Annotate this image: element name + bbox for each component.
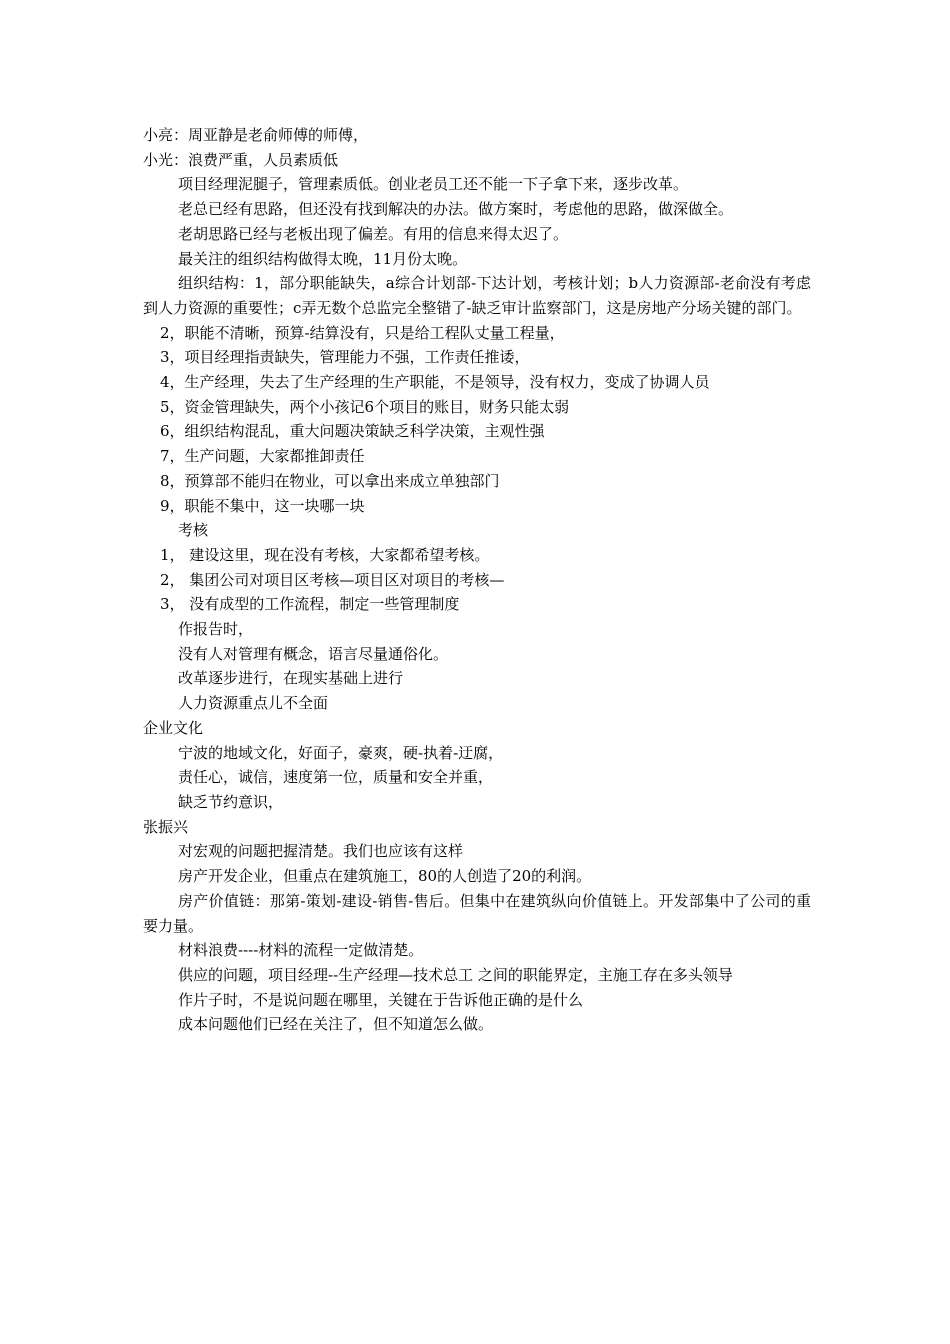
note-line: 作报告时， — [178, 620, 254, 639]
note-line: 责任心，诚信，速度第一位，质量和安全并重， — [178, 768, 494, 787]
list-item: 1， 建设这里，现在没有考核，大家都希望考核。 — [160, 545, 490, 564]
list-item: 6，组织结构混乱，重大问题决策缺乏科学决策，主观性强 — [160, 422, 545, 441]
document-body — [143, 123, 811, 1037]
note-line: 供应的问题，项目经理--生产经理—技术总工 之间的职能界定，主施工存在多头领导 — [178, 965, 733, 984]
note-line: 老胡思路已经与老板出现了偏差。有用的信息来得太迟了。 — [178, 224, 569, 243]
list-item: 9，职能不集中，这一块哪一块 — [160, 496, 365, 515]
note-line: 项目经理泥腿子，管理素质低。创业老员工还不能一下子拿下来，逐步改革。 — [178, 175, 689, 194]
note-line: 作片子时，不是说问题在哪里，关键在于告诉他正确的是什么 — [178, 990, 584, 1009]
note-line: 没有人对管理有概念，语言尽量通俗化。 — [178, 644, 449, 663]
note-line: 房产开发企业，但重点在建筑施工，80的人创造了20的利润。 — [178, 867, 592, 886]
speaker-line-xiaoguang: 小光：浪费严重，人员素质低 — [143, 150, 339, 169]
list-item: 2，职能不清晰，预算-结算没有，只是给工程队丈量工程量， — [160, 323, 565, 342]
list-item: 7，生产问题，大家都推卸责任 — [160, 447, 365, 466]
list-item: 4，生产经理，失去了生产经理的生产职能，不是领导，没有权力，变成了协调人员 — [160, 373, 710, 392]
section-heading-kaohe: 考核 — [178, 521, 209, 540]
speaker-line-zhangzhenxing: 张振兴 — [143, 817, 189, 836]
note-line: 改革逐步进行，在现实基础上进行 — [178, 669, 404, 688]
list-item: 2， 集团公司对项目区考核—项目区对项目的考核— — [160, 570, 505, 589]
note-line: 缺乏节约意识， — [178, 792, 284, 811]
note-line: 宁波的地域文化，好面子，豪爽，硬-执着-迂腐， — [178, 743, 504, 762]
org-structure-paragraph: 组织结构：1，部分职能缺失，a综合计划部-下达计划，考核计划；b人力资源部-老俞没有考虑到人力资源的重要性；c弄无数个总监完全整错了-缺乏审计监察部门，这是房地产分场关键的部门。 — [143, 274, 811, 317]
note-line: 最关注的组织结构做得太晚，11月份太晚。 — [178, 249, 468, 268]
value-chain-paragraph: 房产价值链：那第-策划-建设-销售-售后。但集中在建筑纵向价值链上。开发部集中了公司的重要力量。 — [143, 891, 811, 935]
list-item: 8，预算部不能归在物业，可以拿出来成立单独部门 — [160, 471, 500, 490]
section-heading-culture: 企业文化 — [143, 718, 204, 737]
list-item: 5，资金管理缺失，两个小孩记6个项目的账目，财务只能太弱 — [160, 397, 570, 416]
list-item: 3， 没有成型的工作流程，制定一些管理制度 — [160, 595, 460, 614]
speaker-line-xiaoliang: 小亮：周亚静是老俞师傅的师傅， — [143, 126, 369, 144]
note-line: 材料浪费----材料的流程一定做清楚。 — [178, 941, 424, 960]
note-line: 老总已经有思路，但还没有找到解决的办法。做方案时，考虑他的思路，做深做全。 — [178, 200, 734, 219]
note-line: 成本问题他们已经在关注了，但不知道怎么做。 — [178, 1015, 494, 1034]
note-line: 对宏观的问题把握清楚。我们也应该有这样 — [178, 842, 464, 861]
note-line: 人力资源重点儿不全面 — [178, 694, 329, 713]
list-item: 3，项目经理指责缺失，管理能力不强，工作责任推诿， — [160, 348, 530, 367]
